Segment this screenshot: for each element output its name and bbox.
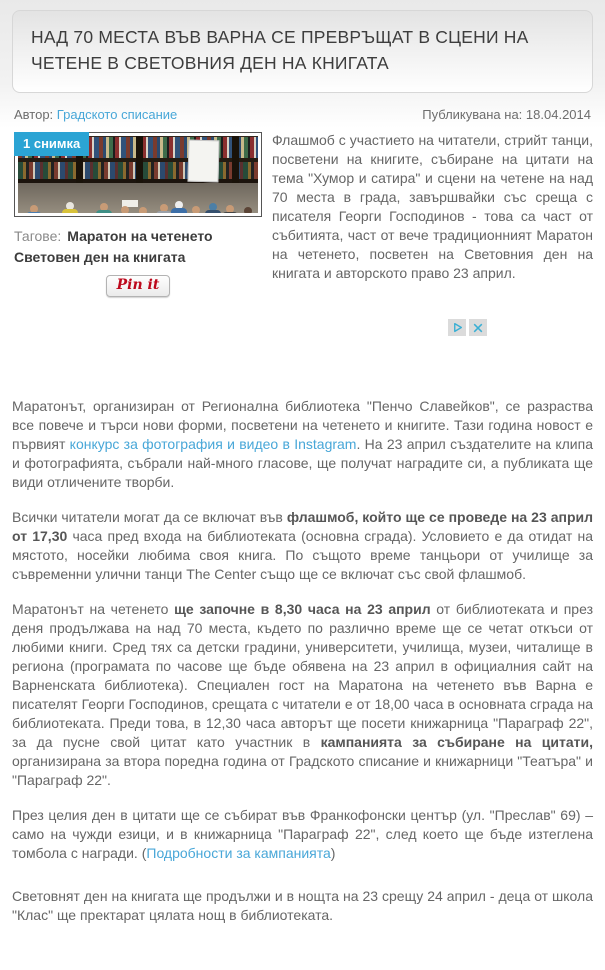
paragraph [12,887,593,925]
paragraph [12,508,593,584]
floor [18,183,258,213]
body-text-segment: Всички читатели могат да се включат във [12,509,287,526]
inline-link[interactable]: конкурс за фотография и видео в Instagram [69,436,357,453]
body-text-segment: организирана за втора поредна година от Градското списание и книжарници "Театъра" и "Параграф 22". [12,753,593,789]
inline-link[interactable]: Подробности за кампанията [146,845,331,862]
article-header [12,10,593,93]
author-link[interactable]: Градското списание [56,107,178,123]
shelf-post [232,136,239,184]
paragraph [12,397,593,492]
tag-link[interactable]: Маратон на четенето [67,228,213,245]
body-text-segment: от библиотеката и през деня продължава на над 70 места, където по различно време ще се четат откъси от любими книги. Сред тях са детски градини, университети, училища, музеи, читалище в региона (програмата по часове ще бъде обявена на 23 април в официалния сайт на Варненската библиотека). Специален гост на Маратона на четенето във Варна е писателят Георги Господинов, срещата с читатели е от 18,00 часа в основната сграда на библиотеката. Преди това, в 12,30 часа авторът ще посети книжарница "Параграф 22", за да пусне свой цитат като участник в [12,601,593,751]
pinit-wrap [14,275,262,297]
body-text-segment: часа пред входа на библиотеката (основна сграда). Условието е да отидат на мястото, носейки любима своя книга. По същото време танцьори от училище за съвременни улични танци The Center също ще се включат със свой флашмоб. [12,528,594,583]
bold-text: ще започне в 8,30 часа на 23 април [174,601,431,618]
article-photo-thumbnail[interactable] [14,132,262,217]
page-title: НАД 70 МЕСТА ВЪВ ВАРНА СЕ ПРЕВРЪЩАТ В СЦЕНИ НА ЧЕТЕНЕ В СВЕТОВНИЯ ДЕН НА КНИГАТА [31,27,529,73]
tags-label: Тагове: [14,228,62,245]
body-text-segment: Маратонът на четенето [12,601,175,618]
author-label: Автор: [14,107,54,123]
paragraph [12,600,593,790]
pinit-button[interactable] [106,275,171,297]
body-text-segment: Флашмоб с участието на читатели, стрийт танци, посветени на книгите, събиране на цитати на тема "Хумор и сатира" и сцени на четене на над 70 места в града, завършвайки със среща с писателя Георги Господинов - това са част от събитията, част от вече традиционният Маратон на четенето, посветен на Световния ден на книгата и авторското право 23 април. [272,132,593,282]
shelf-post [136,136,143,184]
bold-text: флашмоб, който ще се проведе на 23 април от 17,30 [12,509,593,545]
media-column [12,131,272,297]
body-text-segment: Световнят ден на книгата ще продължи и в нощта на 23 срещу 24 април - деца от школа "Клас" ще пректарат цялата нощ в библиотеката. [12,888,593,924]
paragraph [12,806,593,863]
body-text-segment: ) [330,845,336,862]
flipchart [187,140,219,183]
author-block [14,107,177,122]
ad-close-icon[interactable] [469,319,487,336]
bold-text: кампанията за събиране на цитати, [320,734,593,751]
body-text-segment: През целия ден в цитати ще се събират във Франкофонски център (ул. "Преслав" 69) – само на чужди езици, и в книжарница "Параграф 22", след което ще бъде изтеглена томбола с награди. ( [12,807,593,862]
meta-row [14,107,591,122]
ad-icons [448,319,487,336]
body-text-segment: Маратонът, организиран от Регионална библиотека "Пенчо Славейков", се разраства все повече и търси нови форми, посветени на четенето и книгите. Тази година новост е първият [12,398,593,453]
body-text-segment: . На 23 април създателите на клипа и фотографията, събрали най-много гласове, ще получат наградите си, а публиката ще види отличените творби. [12,436,593,491]
adchoices-icon[interactable] [448,319,466,336]
published-date: 18.04.2014 [525,107,591,123]
article-body [12,131,593,925]
tag-link[interactable]: Световен ден на книгата [14,249,186,266]
published-block [422,107,591,122]
pinit-label: Pin it [116,277,160,294]
ad-placeholder [12,299,593,381]
published-label: Публикувана на: [422,107,523,123]
photo-count-badge: 1 снимка [14,132,89,156]
tags-block [14,226,262,268]
